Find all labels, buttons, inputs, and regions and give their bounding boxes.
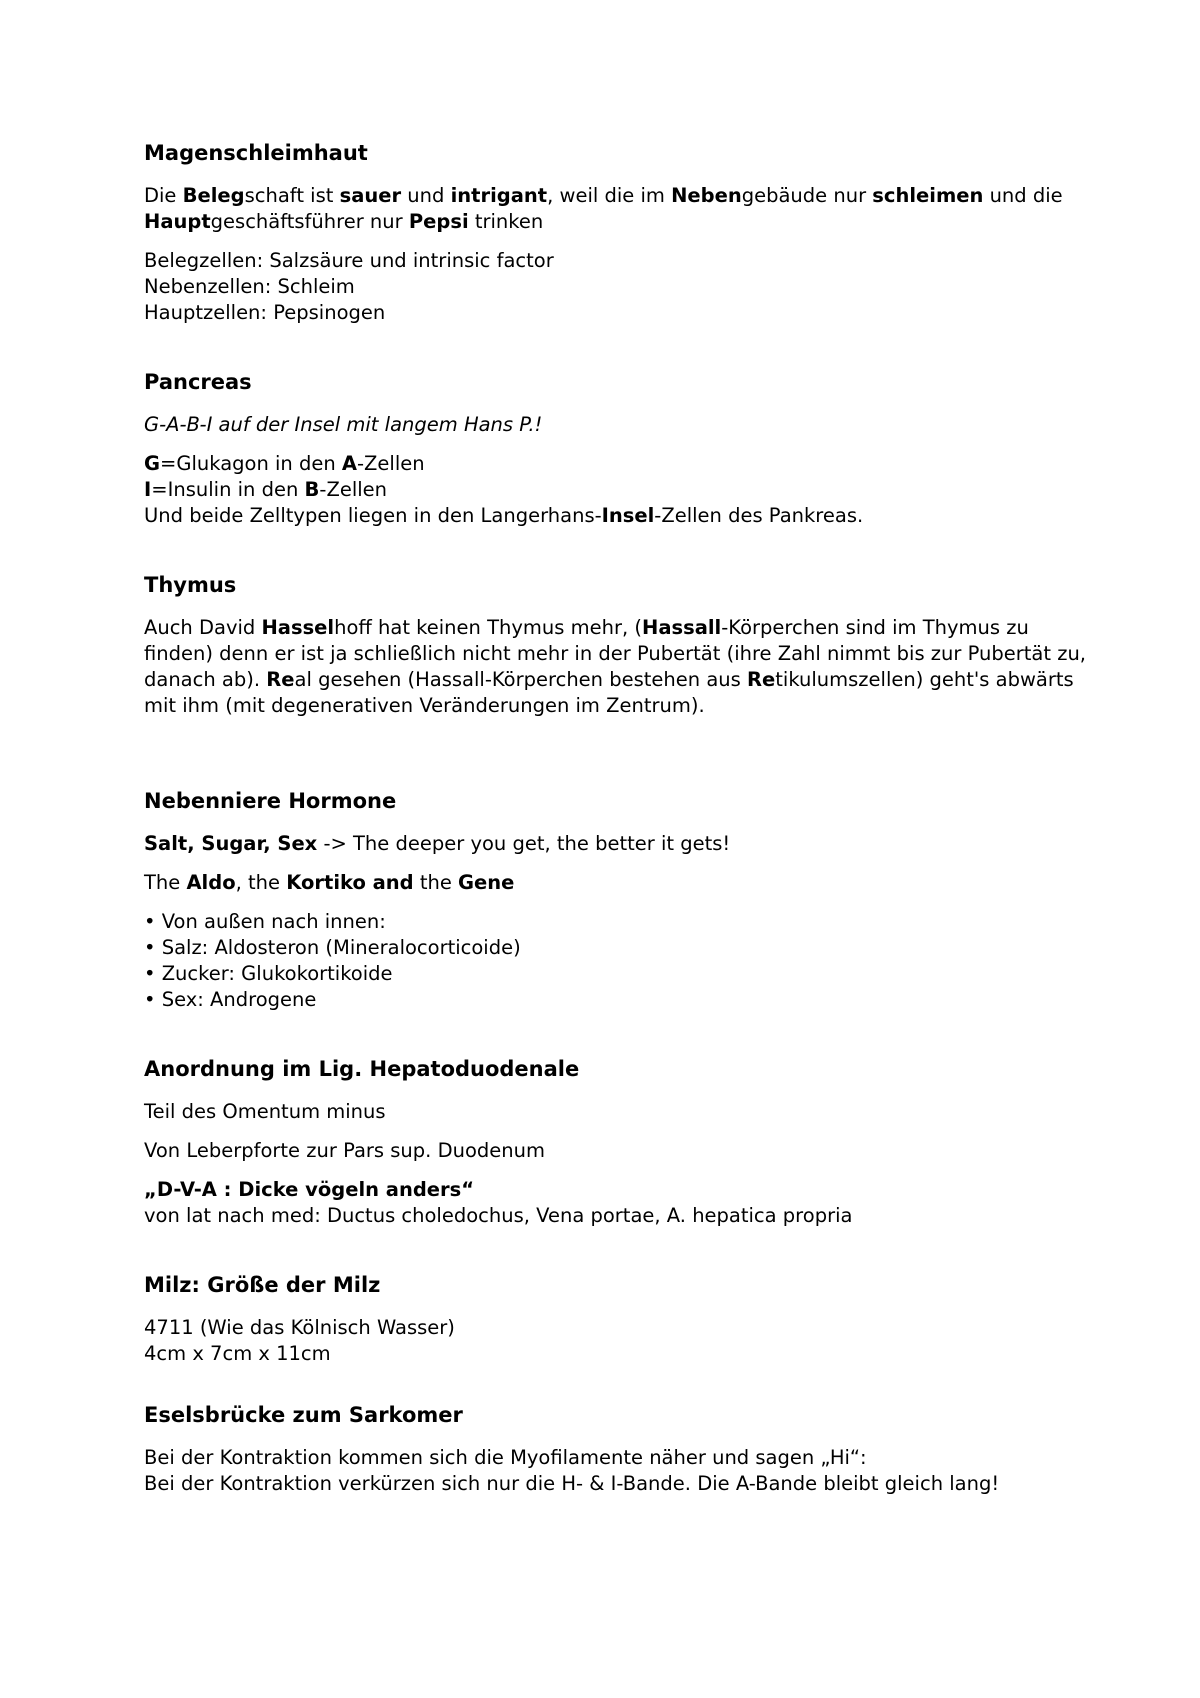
text-run: und [401, 184, 451, 207]
section-milz [144, 1272, 1094, 1367]
text-run: , weil die im [547, 184, 672, 207]
section-thymus [144, 572, 1094, 719]
text-run: tikulumszellen) geht's abwärts mit ihm (mit degenerativen Veränderungen im Zentrum). [144, 668, 1074, 717]
bold-run: Salt, Sugar, Sex [144, 832, 318, 855]
bold-run: G [144, 452, 161, 475]
bullet-item: • Sex: Androgene [144, 987, 1094, 1013]
bold-run: Re [747, 668, 776, 691]
bullet-item: • Zucker: Glukokortikoide [144, 961, 1094, 987]
text-run: Und beide Zelltypen liegen in den Langerhans- [144, 504, 602, 527]
section-pancreas [144, 369, 1094, 529]
section-heading: Anordnung im Lig. Hepatoduodenale [144, 1057, 580, 1081]
text-run: -Zellen [319, 478, 388, 501]
mnemonic-block [144, 1177, 1094, 1229]
bold-run: Aldo [186, 871, 236, 894]
bold-run: intrigant [450, 184, 548, 207]
text-run: geschäftsführer nur [210, 210, 409, 233]
text-run: the [413, 871, 459, 894]
bold-run: I [144, 478, 152, 501]
bold-run: Re [266, 668, 295, 691]
bold-run: sauer [339, 184, 402, 207]
bold-run: B [304, 478, 320, 501]
mnemonic-line [144, 831, 1094, 857]
list-line [144, 477, 1094, 503]
text-run: Auch David [144, 616, 262, 639]
mnemonic-paragraph [144, 615, 1094, 719]
bullet-list [144, 909, 1094, 1013]
text-run: -Zellen des Pankreas. [654, 504, 864, 527]
bold-run: Gene [458, 871, 515, 894]
text-line: Bei der Kontraktion verkürzen sich nur die H- & I-Bande. Die A-Bande bleibt gleich lang! [144, 1472, 1000, 1495]
section-heading: Thymus [144, 573, 237, 597]
text-line: 4711 (Wie das Kölnisch Wasser) [144, 1316, 455, 1339]
text-line: Teil des Omentum minus [144, 1100, 386, 1123]
section-heading: Milz: Größe der Milz [144, 1273, 381, 1297]
section-magenschleimhaut [144, 140, 1094, 326]
bold-run: Hassel [261, 616, 335, 639]
text-run: -> The deeper you get, the better it gets! [317, 832, 731, 855]
text-run: trinken [468, 210, 544, 233]
text-run: schaft ist [244, 184, 340, 207]
text-run: und die [983, 184, 1063, 207]
list-line: Nebenzellen: Schleim [144, 275, 355, 298]
section-heading: Pancreas [144, 370, 252, 394]
bullet-item: • Von außen nach innen: [144, 909, 1094, 935]
mnemonic-line: „D-V-A : Dicke vögeln anders“ [144, 1178, 475, 1201]
text-run: gebäude nur [741, 184, 873, 207]
text-run: al gesehen (Hassall-Körperchen bestehen aus [294, 668, 747, 691]
text-line: von lat nach med: Ductus choledochus, Vena portae, A. hepatica propria [144, 1204, 853, 1227]
text-run: =Glukagon in den [160, 452, 342, 475]
bold-run: Kortiko and [286, 871, 414, 894]
text-run: =Insulin in den [151, 478, 305, 501]
section-lig-hepatoduodenale [144, 1056, 1094, 1229]
list-line [144, 503, 1094, 529]
text-run: -Zellen [357, 452, 425, 475]
section-heading: Nebenniere Hormone [144, 789, 397, 813]
text-block [144, 1315, 1094, 1367]
list-line [144, 451, 1094, 477]
bold-run: Pepsi [408, 210, 469, 233]
section-heading: Eselsbrücke zum Sarkomer [144, 1403, 463, 1427]
bold-run: schleimen [872, 184, 984, 207]
text-line: 4cm x 7cm x 11cm [144, 1342, 331, 1365]
section-heading: Magenschleimhaut [144, 141, 368, 165]
cell-list [144, 451, 1094, 529]
text-block [144, 1445, 1094, 1497]
text-run: Die [144, 184, 183, 207]
text-run: hoff hat keinen Thymus mehr, ( [334, 616, 642, 639]
list-line: Hauptzellen: Pepsinogen [144, 301, 386, 324]
bold-run: Insel [601, 504, 655, 527]
text-run: -Körperchen sind im Thymus zu finden) denn er ist ja schließlich nicht mehr in der Pubertät (ihre Zahl nimmt bis zur Pubertät zu, danach ab). [144, 616, 1087, 691]
text-line: Von Leberpforte zur Pars sup. Duodenum [144, 1139, 545, 1162]
text-run: , the [235, 871, 287, 894]
bold-run: A [341, 452, 358, 475]
document-page [144, 140, 1094, 1497]
section-nebenniere [144, 788, 1094, 1013]
bullet-item: • Salz: Aldosteron (Mineralocorticoide) [144, 935, 1094, 961]
section-sarkomer [144, 1402, 1094, 1497]
text-run: The [144, 871, 187, 894]
bold-run: Hassall [642, 616, 722, 639]
bold-run: Haupt [144, 210, 211, 233]
bold-run: Beleg [182, 184, 245, 207]
bold-run: Neben [671, 184, 742, 207]
mnemonic-paragraph [144, 183, 1094, 235]
text-line: Bei der Kontraktion kommen sich die Myofilamente näher und sagen „Hi“: [144, 1446, 867, 1469]
list-line: Belegzellen: Salzsäure und intrinsic factor [144, 249, 554, 272]
mnemonic-line: G-A-B-I auf der Insel mit langem Hans P.! [144, 413, 543, 436]
cell-list [144, 248, 1094, 326]
mnemonic-line [144, 870, 1094, 896]
